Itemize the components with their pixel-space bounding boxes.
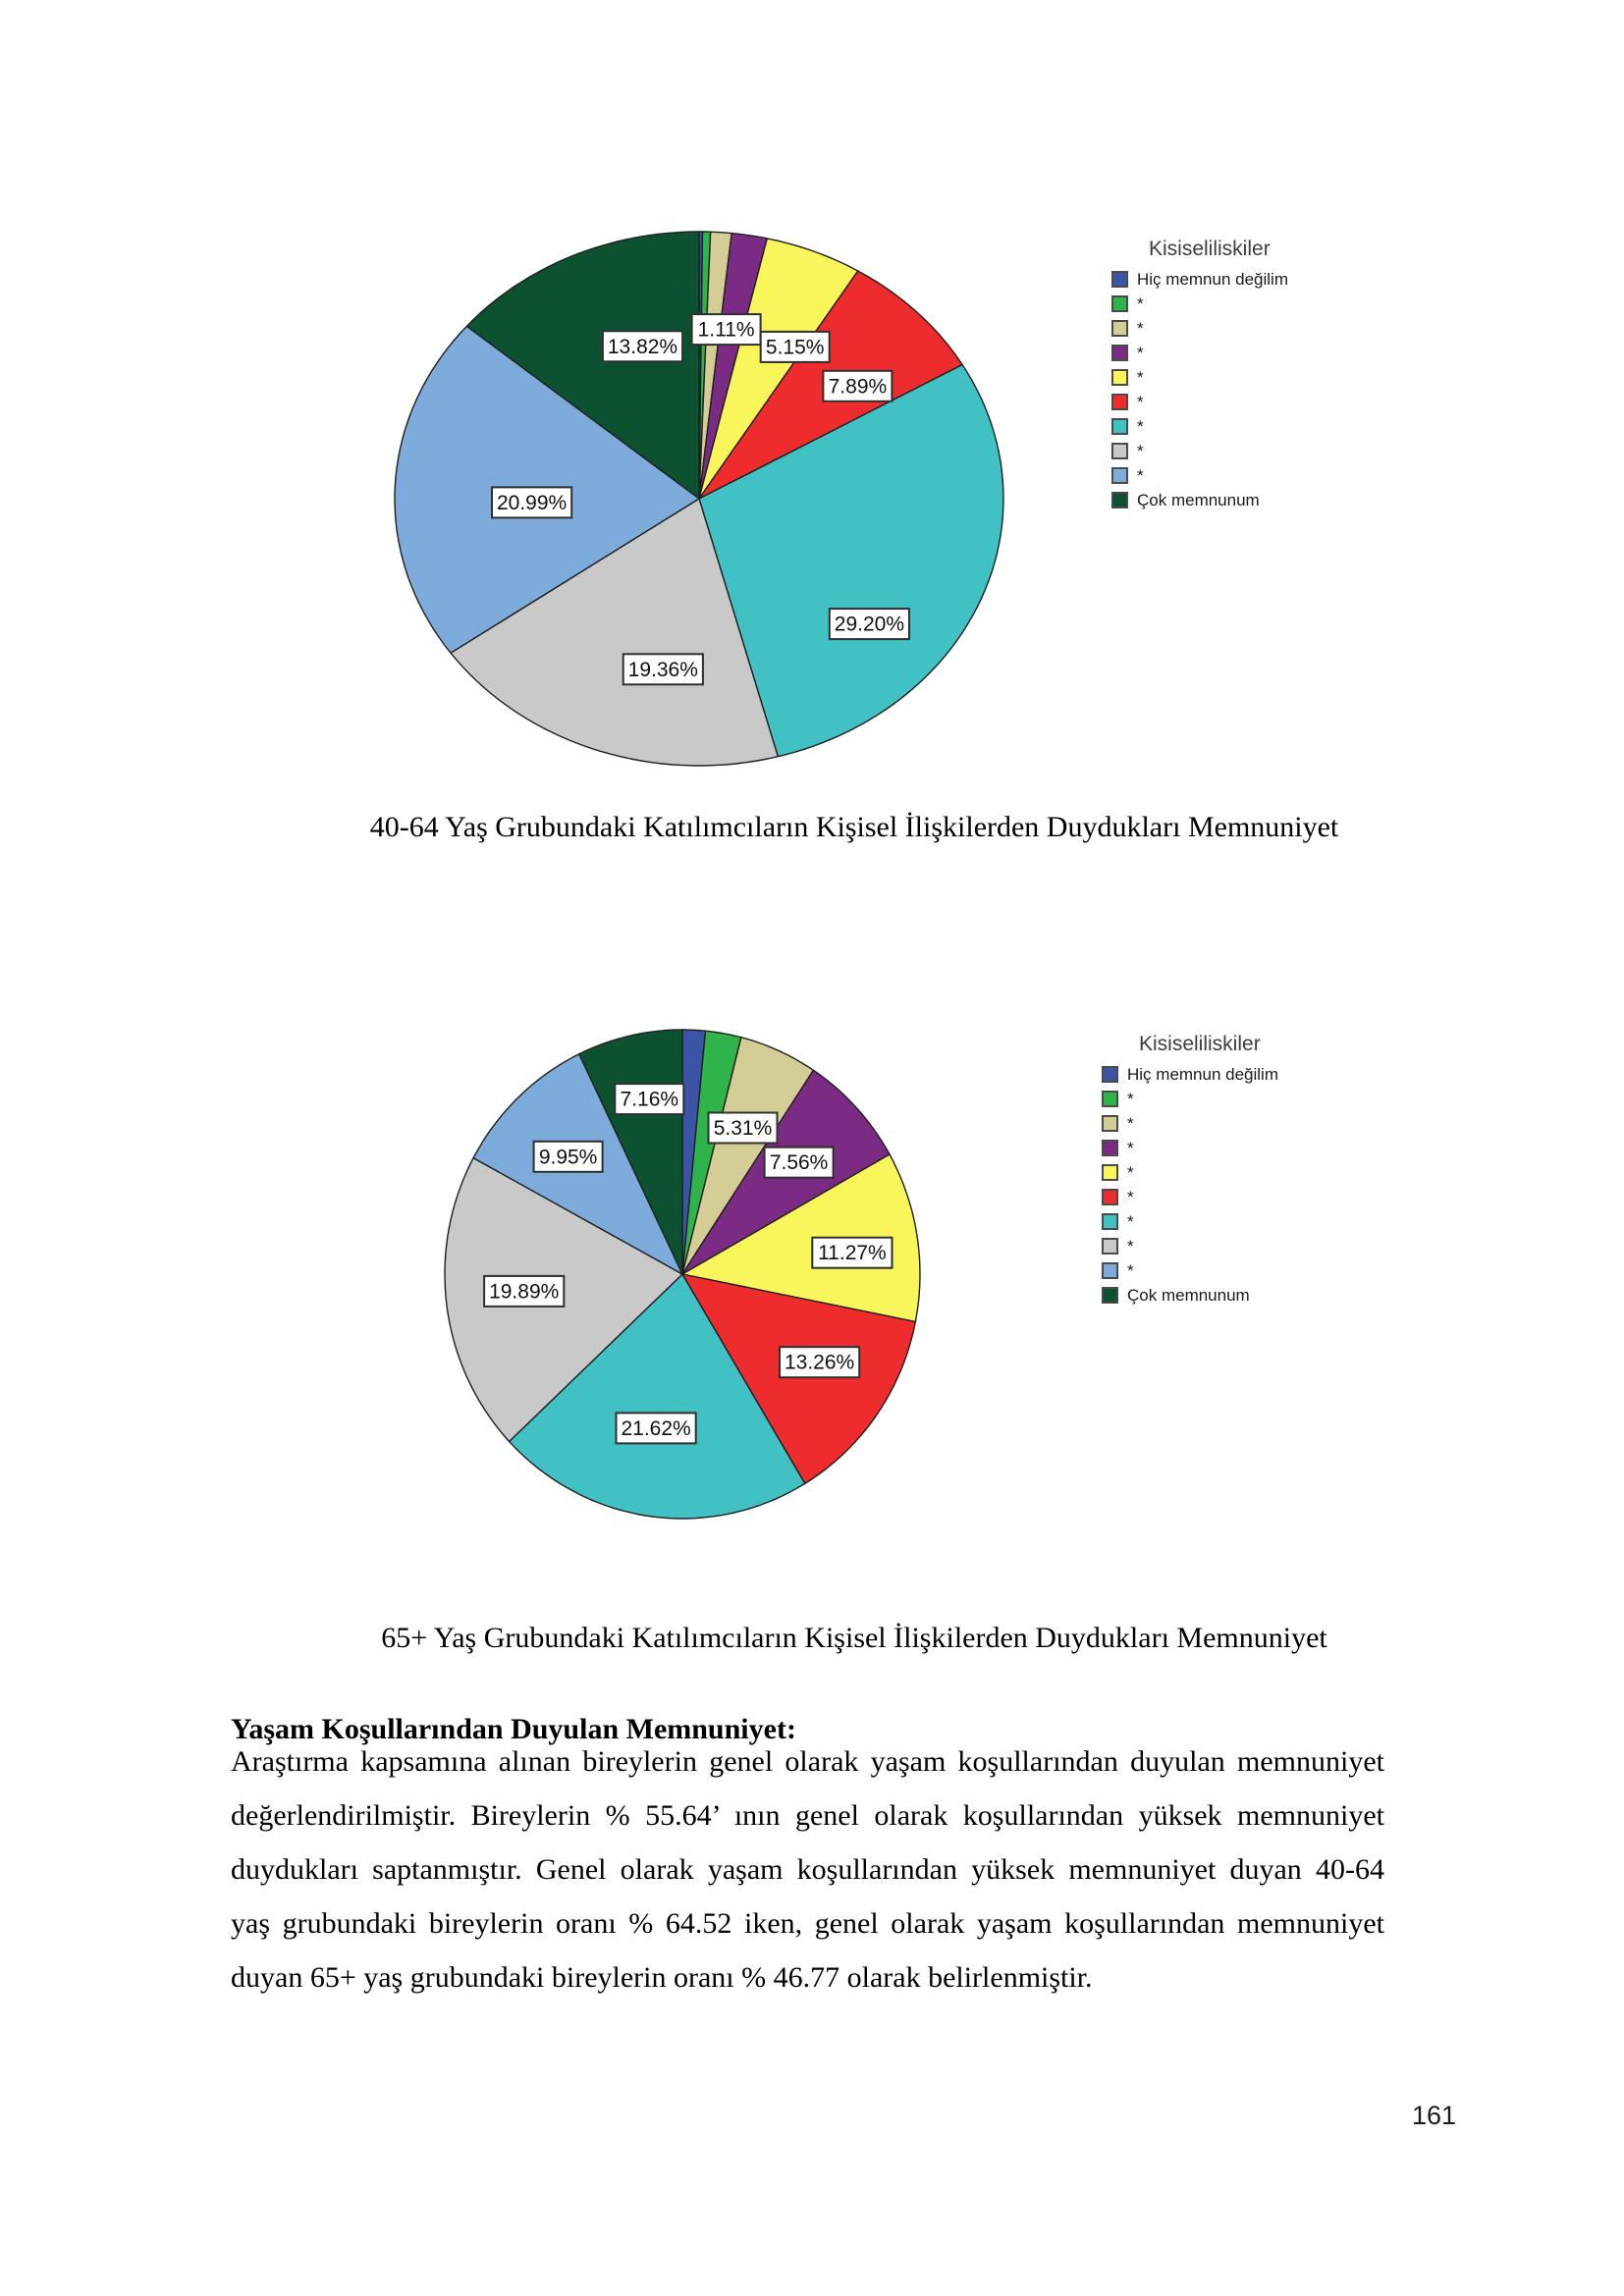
legend-color-swatch xyxy=(1102,1066,1118,1083)
legend-item-label: * xyxy=(1127,1212,1134,1231)
svg-text:11.27%: 11.27% xyxy=(818,1242,887,1265)
svg-text:9.95%: 9.95% xyxy=(538,1146,598,1169)
legend-item xyxy=(1102,1209,1278,1234)
svg-text:21.62%: 21.62% xyxy=(621,1416,691,1440)
legend-item-label: Hiç memnun değilim xyxy=(1137,270,1288,289)
figure-caption-65-plus: 65+ Yaş Grubundaki Katılımcıların Kişisel İlişkilerden Duydukları Memnuniyet xyxy=(381,1622,1327,1654)
legend-item-label: * xyxy=(1127,1163,1134,1182)
legend-item-label: * xyxy=(1137,393,1144,411)
svg-text:20.99%: 20.99% xyxy=(496,491,568,514)
slice-label xyxy=(823,371,892,401)
legend-item-label: * xyxy=(1127,1261,1134,1280)
paragraph-line: Araştırma kapsamına alınan bireylerin genel olarak yaşam koşullarından duyulan memnuniyet xyxy=(231,1745,1384,1778)
pie-chart-40-64 xyxy=(324,191,1100,829)
paragraph-line: yaş grubundaki bireylerin oranı % 64.52 iken, genel olarak yaşam koşullarından memnuniyet xyxy=(231,1907,1384,1940)
legend-item xyxy=(1111,267,1288,292)
slice-label xyxy=(623,654,703,684)
legend-color-swatch xyxy=(1111,492,1128,508)
body-paragraph xyxy=(231,1735,1384,2004)
legend-item xyxy=(1102,1062,1278,1087)
legend-item xyxy=(1111,341,1288,365)
paragraph-line: değerlendirilmiştir. Bireylerin % 55.64’ ının genel olarak koşullarından yüksek memnuniyet xyxy=(231,1799,1384,1832)
legend-color-swatch xyxy=(1102,1213,1118,1230)
slice-label xyxy=(830,609,909,639)
legend-color-swatch xyxy=(1111,418,1128,435)
legend-color-swatch xyxy=(1111,369,1128,386)
section-heading: Yaşam Koşullarından Duyulan Memnuniyet: xyxy=(231,1713,796,1745)
legend-item xyxy=(1111,316,1288,341)
legend-color-swatch xyxy=(1102,1140,1118,1156)
legend-item xyxy=(1102,1283,1278,1308)
legend-item-label: * xyxy=(1127,1114,1134,1133)
legend-kisiseliliskiler-2 xyxy=(1102,1033,1278,1308)
legend-color-swatch xyxy=(1102,1262,1118,1279)
slice-label xyxy=(492,487,571,517)
legend-color-swatch xyxy=(1102,1115,1118,1132)
slice-label xyxy=(534,1142,603,1172)
page-number: 161 xyxy=(1412,2101,1457,2130)
legend-item xyxy=(1111,414,1288,439)
slice-label xyxy=(615,1084,683,1114)
legend-color-swatch xyxy=(1111,295,1128,312)
slice-label xyxy=(780,1347,859,1377)
legend-item-label: * xyxy=(1127,1237,1134,1255)
slice-label xyxy=(617,1413,696,1443)
legend-color-swatch xyxy=(1102,1189,1118,1205)
slice-label xyxy=(765,1148,834,1178)
svg-text:1.11%: 1.11% xyxy=(697,318,755,342)
svg-text:19.36%: 19.36% xyxy=(627,658,698,681)
legend-item-label: Hiç memnun değilim xyxy=(1127,1065,1278,1084)
legend-color-swatch xyxy=(1102,1238,1118,1255)
legend-item xyxy=(1111,292,1288,316)
svg-text:7.56%: 7.56% xyxy=(769,1151,829,1175)
legend-color-swatch xyxy=(1111,320,1128,337)
svg-text:29.20%: 29.20% xyxy=(834,613,905,636)
legend-item-label: Çok memnunum xyxy=(1137,491,1260,509)
slice-label xyxy=(761,332,830,362)
svg-text:5.31%: 5.31% xyxy=(713,1117,773,1140)
slice-label xyxy=(812,1238,892,1268)
legend-item xyxy=(1102,1087,1278,1111)
legend-color-swatch xyxy=(1111,394,1128,410)
legend-color-swatch xyxy=(1102,1164,1118,1181)
svg-text:5.15%: 5.15% xyxy=(765,336,825,359)
slice-label xyxy=(709,1113,778,1144)
legend-item xyxy=(1111,390,1288,414)
svg-text:7.89%: 7.89% xyxy=(828,375,888,399)
legend-color-swatch xyxy=(1111,443,1128,459)
legend-item-label: * xyxy=(1137,294,1144,313)
paragraph-line: duyan 65+ yaş grubundaki bireylerin oranı % 46.77 olarak belirlenmiştir. xyxy=(231,1961,1093,1994)
svg-text:13.26%: 13.26% xyxy=(784,1351,855,1374)
figure-caption-40-64: 40-64 Yaş Grubundaki Katılımcıların Kişisel İlişkilerden Duydukları Memnuniyet xyxy=(369,811,1339,843)
legend-item-label: * xyxy=(1137,442,1144,460)
legend-item xyxy=(1102,1136,1278,1160)
legend-item-label: Çok memnunum xyxy=(1127,1286,1250,1305)
paragraph-line: duydukları saptanmıştır. Genel olarak yaşam koşullarından yüksek memnuniyet duyan 40-64 xyxy=(231,1853,1384,1886)
legend-title: Kisiseliliskiler xyxy=(1139,1033,1261,1055)
legend-color-swatch xyxy=(1111,467,1128,484)
legend-item-label: * xyxy=(1137,344,1144,362)
slice-label xyxy=(484,1276,564,1307)
legend-item xyxy=(1102,1111,1278,1136)
slice-label xyxy=(603,331,682,361)
legend-item xyxy=(1111,365,1288,390)
legend-item-label: * xyxy=(1137,319,1144,338)
legend-item xyxy=(1111,488,1288,512)
legend-color-swatch xyxy=(1111,271,1128,288)
svg-text:19.89%: 19.89% xyxy=(489,1280,560,1304)
svg-text:7.16%: 7.16% xyxy=(620,1088,679,1111)
legend-kisiseliliskiler-1 xyxy=(1111,238,1288,512)
legend-color-swatch xyxy=(1111,345,1128,361)
legend-item xyxy=(1102,1160,1278,1185)
legend-item-label: * xyxy=(1137,466,1144,485)
legend-color-swatch xyxy=(1102,1287,1118,1304)
legend-item-label: * xyxy=(1137,368,1144,387)
legend-item xyxy=(1102,1234,1278,1258)
legend-item-label: * xyxy=(1127,1188,1134,1206)
legend-item xyxy=(1102,1258,1278,1283)
legend-title: Kisiseliliskiler xyxy=(1149,238,1271,260)
legend-item xyxy=(1111,463,1288,488)
legend-item-label: * xyxy=(1137,417,1144,436)
pie-chart-65-plus xyxy=(314,1001,1090,1610)
legend-item-label: * xyxy=(1127,1090,1134,1108)
legend-item xyxy=(1102,1185,1278,1209)
slice-label xyxy=(692,314,761,345)
legend-item xyxy=(1111,439,1288,463)
legend-item-label: * xyxy=(1127,1139,1134,1157)
svg-text:13.82%: 13.82% xyxy=(607,335,678,358)
legend-color-swatch xyxy=(1102,1091,1118,1107)
